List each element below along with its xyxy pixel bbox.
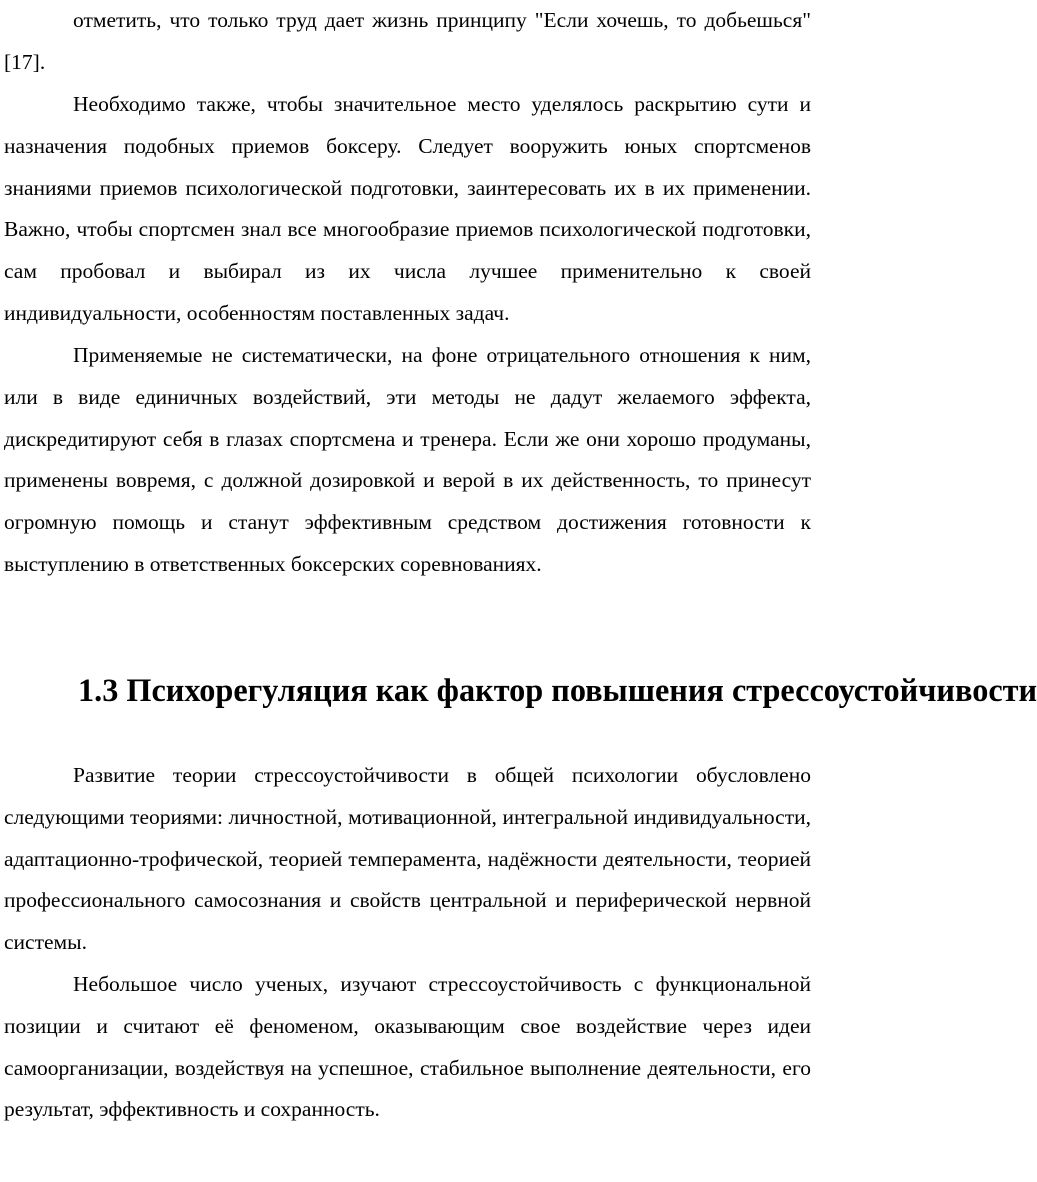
- paragraph-methods-effect: Применяемые не систематически, на фоне отрицательного отношения к ним, или в виде единичных воздействий, эти методы не дадут желаемого эффекта, дискредитируют себя в глазах спортсмена и тренера. Если же они хорошо продуманы, применены вовремя, с должной дозировкой и верой в их действенность, то принесут огромную помощь и станут эффективным средством достижения готовности к выступлению в ответственных боксерских соревнованиях.: [4, 343, 811, 576]
- paragraph-psych-training: Необходимо также, чтобы значительное место уделялось раскрытию сути и назначения подобных приемов боксеру. Следует вооружить юных спортсменов знаниями приемов психологической подготовки, заинтересовать их в их применении. Важно, чтобы спортсмен знал все многообразие приемов психологической подготовки, сам пробовал и выбирал из их числа лучшее применительно к своей индивидуальности, особенностям поставленных задач.: [4, 92, 811, 325]
- paragraph-continuation: отметить, что только труд дает жизнь принципу "Если хочешь, то добьешься"[17].: [4, 8, 811, 74]
- section-heading: 1.3 Психорегуляция как фактор повышения стрессоустойчивости: [78, 672, 1037, 708]
- paragraph-stress-theories: Развитие теории стрессоустойчивости в общей психологии обусловлено следующими теориями: личностной, мотивационной, интегральной индивидуальности, адаптационно-трофической, теорией темперамента, надёжности деятельности, теорией профессионального самосознания и свойств центральной и периферической нервной системы.: [4, 763, 811, 955]
- paragraph-functional-position: Небольшое число ученых, изучают стрессоустойчивость с функциональной позиции и считают её феноменом, оказывающим свое воздействие через идеи самоорганизации, воздействуя на успешное, стабильное выполнение деятельности, его результат, эффективность и сохранность.: [4, 972, 811, 1122]
